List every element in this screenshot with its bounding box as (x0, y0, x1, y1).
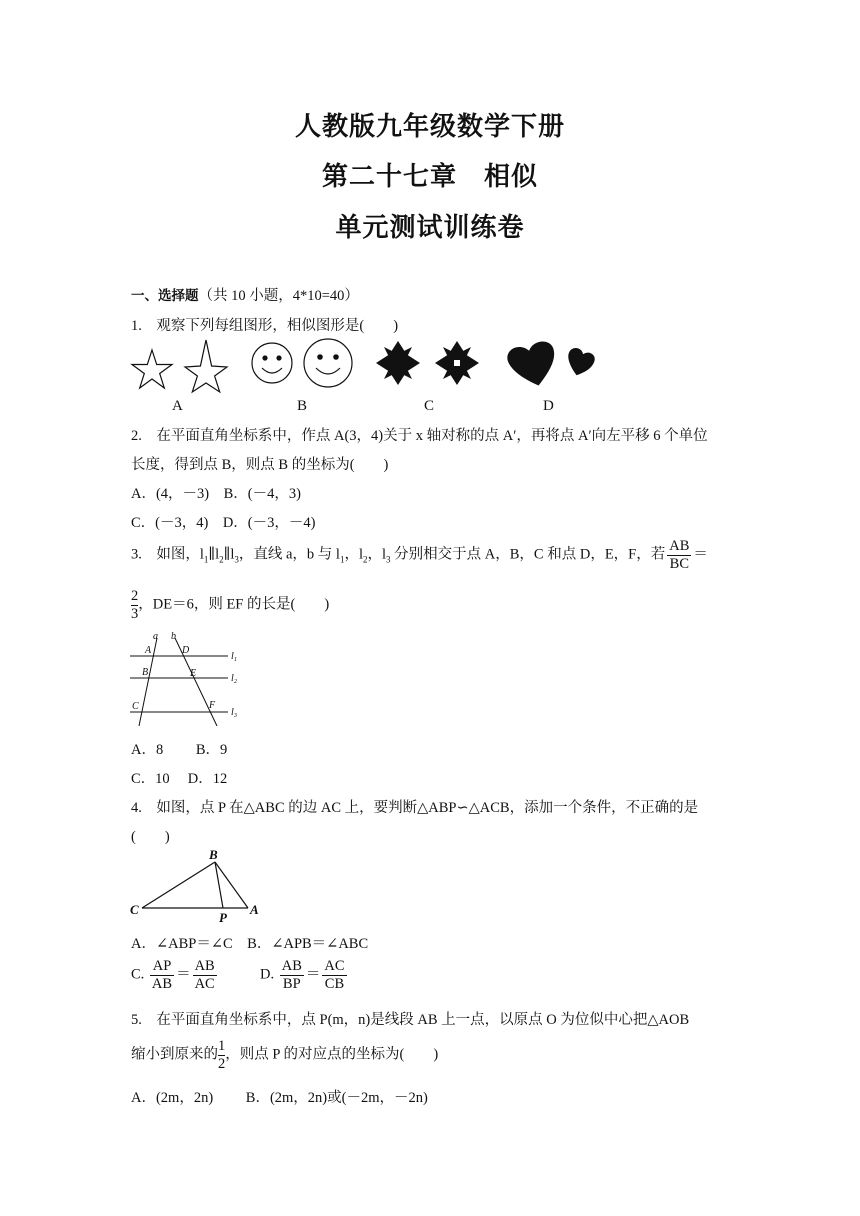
star-large-icon (185, 340, 227, 392)
q1-option-d-label: D (543, 398, 554, 414)
q4-fig-label-A: A (250, 902, 259, 917)
q3-fig-label-l1: l (231, 651, 234, 662)
q5-frac-den: 2 (218, 1055, 226, 1072)
q4-option-d-frac-2 (322, 958, 346, 992)
section-heading-label: 一、选择题 (131, 288, 199, 304)
q3-sub-6: 3 (386, 554, 391, 565)
q2-options-1: A．(4，－3) B．(－4，3) (131, 486, 301, 502)
q3-frac2-num: 2 (131, 588, 139, 604)
q3-fig-label-l2-sub: 2 (234, 679, 237, 685)
q4-d-num-2: AC (324, 958, 345, 974)
q3-fig-label-A: A (145, 645, 152, 656)
q1-option-b-label: B (297, 398, 308, 414)
q4-option-d-label: D. (259, 966, 275, 983)
q3-frac2-den: 3 (131, 605, 139, 622)
q4-d-den-1: BP (282, 975, 301, 992)
q3-sub-2: 2 (219, 554, 224, 565)
q3-text-1: 3. 如图，l (131, 546, 204, 563)
q4-line-2: ( ) (131, 829, 170, 845)
q4-c-eq: ＝ (176, 966, 191, 983)
smiley-small-icon (252, 343, 292, 383)
q3-sub-5: 2 (363, 554, 368, 565)
title-line-2: 第二十七章 相似 (321, 162, 538, 192)
four-arrow-icon-1 (376, 341, 420, 385)
q3-fig-label-l3-sub: 3 (234, 713, 237, 719)
heart-small-icon (563, 346, 597, 379)
q3-options-1: A．8 B．9 (131, 742, 228, 758)
q2-line-2: 长度，得到点 B，则点 B 的坐标为( ) (131, 457, 389, 473)
q5-options-1: A．(2m，2n) B．(2m，2n)或(－2m，－2n) (131, 1090, 428, 1106)
q3-sub-1: 1 (203, 554, 209, 565)
q4-fig-label-C: C (130, 902, 139, 917)
q4-fig-label-P: P (219, 910, 227, 924)
q3-fig-label-E: E (190, 668, 197, 679)
q2-line-1: 2. 在平面直角坐标系中，作点 A(3，4)关于 x 轴对称的点 A′，再将点 A′向左平移 6 个单位 (131, 428, 708, 444)
q3-text-2: ∥l (208, 546, 220, 563)
q1-option-a-label: A (172, 398, 183, 414)
heart-large-icon (505, 339, 560, 390)
q4-d-num-1: AB (281, 958, 302, 974)
q4-c-num-2: AB (194, 958, 215, 974)
q3-fig-label-F: F (209, 700, 216, 711)
q3-fig-label-l2: l (231, 673, 234, 684)
title-line-3: 单元测试训练卷 (335, 213, 525, 243)
q4-c-num-1: AP (150, 958, 174, 976)
q3-text-7: 分别相交于点 A，B，C 和点 D，E，F，若 (390, 546, 666, 563)
q3-fig-label-D: D (182, 645, 190, 656)
q3-fig-label-a: a (153, 632, 158, 642)
q4-option-c-frac-1 (150, 958, 174, 992)
q4-line-1: 4. 如图，点 P 在△ABC 的边 AC 上，要判断△ABP∽△ACB，添加一个条件，不正确的是 (131, 800, 699, 816)
q5-frac-num: 1 (218, 1038, 226, 1054)
q3-sub-3: 3 (234, 554, 239, 565)
q3-options-2: C．10 D．12 (131, 771, 228, 787)
q3-fig-label-C: C (132, 701, 139, 712)
q3-fig-label-b: b (171, 632, 176, 642)
title-line-1: 人教版九年级数学下册 (294, 112, 565, 142)
q1-option-c-label: C (424, 398, 435, 414)
q4-option-d-frac-1 (280, 958, 304, 992)
q1-text: 1. 观察下列每组图形，相似图形是( ) (131, 318, 399, 334)
q5-line-2a: 缩小到原来的 (131, 1046, 218, 1063)
smiley-large-icon (304, 339, 352, 387)
q4-option-c-frac-2 (193, 958, 217, 992)
q4-fig-label-B: B (209, 847, 218, 862)
q4-options-1: A．∠ABP＝∠C B．∠APB＝∠ABC (131, 936, 369, 952)
q3-sub-4: 1 (339, 554, 345, 565)
q5-line-2 (131, 1038, 438, 1072)
q3-text-4: ，直线 a，b 与 l (238, 546, 340, 563)
section-heading-note: （共 10 小题，4*10=40） (198, 288, 359, 304)
q4-options-2 (131, 958, 349, 992)
q3-text-5: ，l (344, 546, 363, 563)
q2-options-2: C．(－3，4) D．(－3，－4) (131, 515, 316, 531)
q3-frac-den: BC (669, 555, 689, 572)
q3-figure (128, 632, 248, 728)
q4-c-den-2: AC (194, 975, 215, 992)
q4-d-den-2: CB (324, 975, 345, 992)
q4-c-den-1: AB (151, 975, 173, 992)
q3-text-6: ，l (367, 546, 387, 563)
q4-d-eq: ＝ (305, 966, 321, 983)
q1-figures (126, 338, 606, 396)
four-arrow-icon-2 (435, 341, 479, 385)
q3-fig-label-l3: l (231, 707, 234, 718)
q4-option-c-label: C. (131, 966, 145, 983)
q3-fig-label-B: B (142, 667, 149, 678)
q3-fraction-ab-bc (667, 538, 691, 572)
section-heading (131, 284, 359, 305)
q3-fig-label-l1-sub: 1 (234, 657, 237, 663)
q3-line-2 (131, 588, 329, 622)
star-small-icon (132, 350, 172, 388)
q4-figure (128, 844, 268, 924)
q3-frac-num: AB (669, 538, 690, 554)
q3-text-3: ∥l (223, 546, 235, 563)
q3-eq: ＝ (693, 546, 708, 563)
q3-rest: ，DE＝6，则 EF 的长是( ) (138, 596, 330, 613)
q3-line-1 (131, 538, 708, 572)
q5-line-1: 5. 在平面直角坐标系中，点 P(m，n)是线段 AB 上一点，以原点 O 为位似中心把△AOB (131, 1012, 690, 1028)
q5-line-2b: ，则点 P 的对应点的坐标为( ) (225, 1046, 439, 1063)
